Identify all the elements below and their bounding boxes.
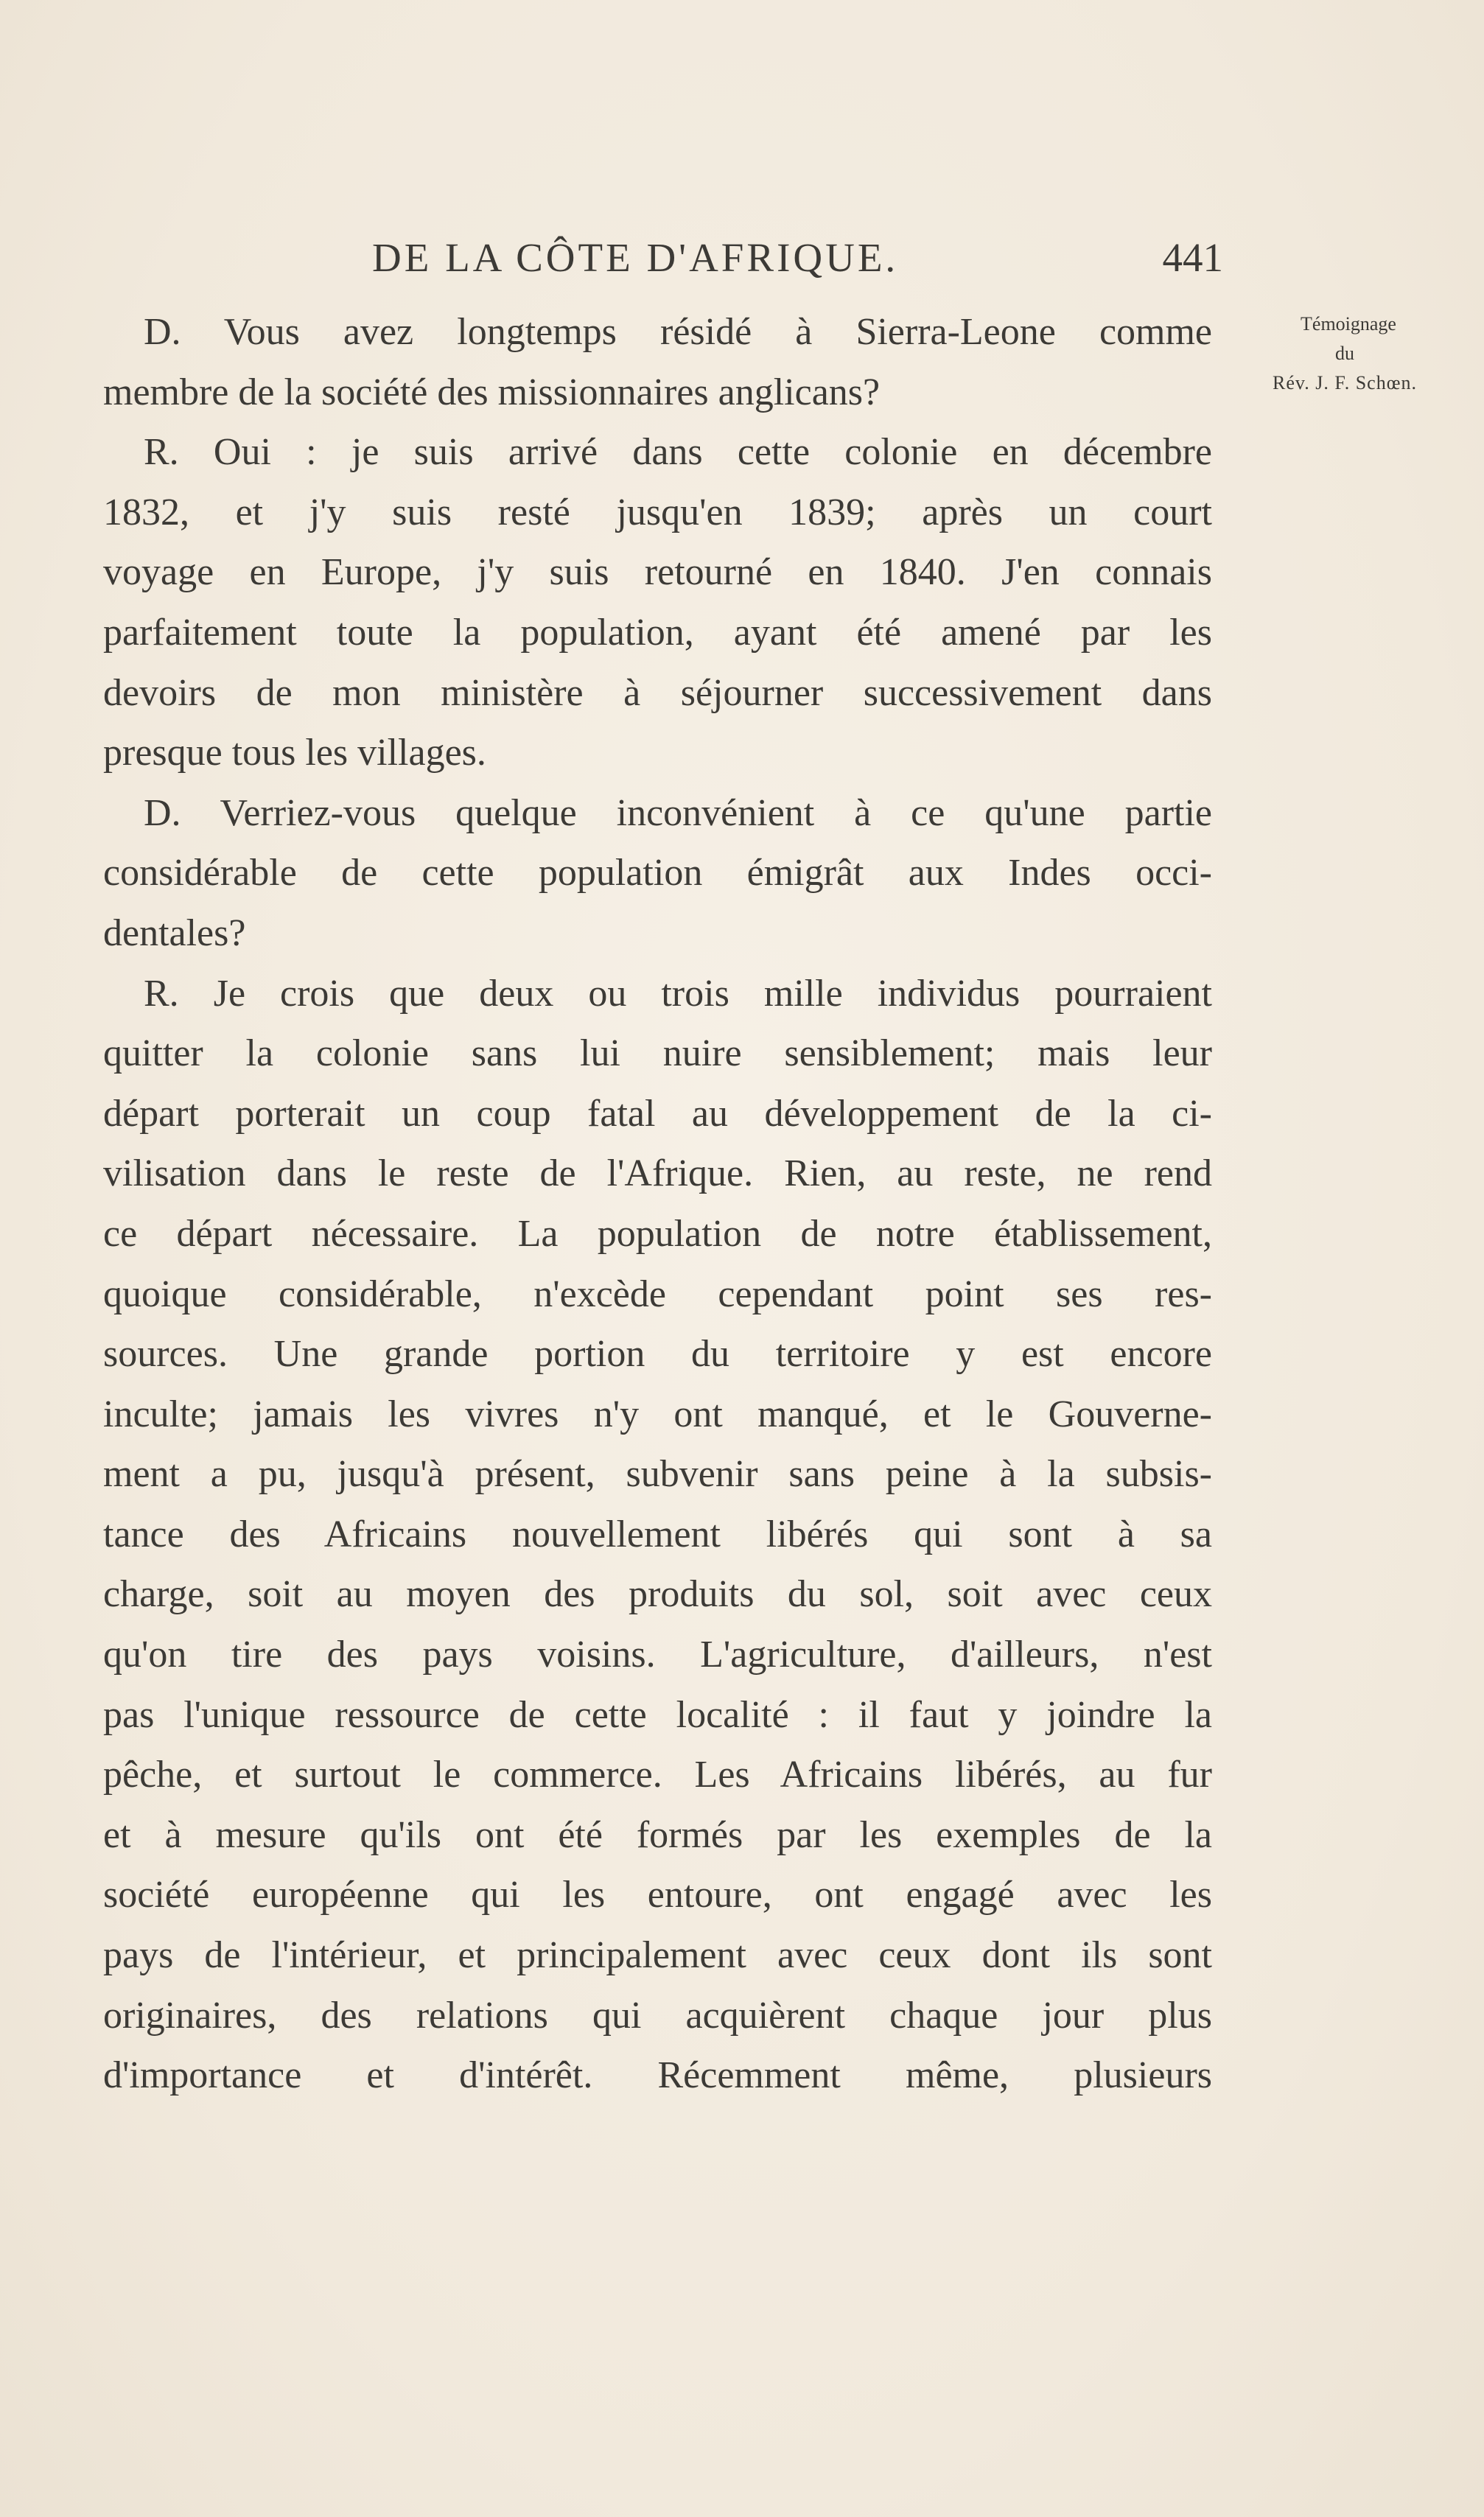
text-line: ce départ nécessaire. La population de notre établissement, — [103, 1212, 1212, 1255]
text-line: vilisation dans le reste de l'Afrique. Rien, au reste, ne rend — [103, 1152, 1212, 1195]
text-line: quoique considérable, n'excède cependant point ses res- — [103, 1272, 1212, 1315]
text-line: pas l'unique ressource de cette localité : il faut y joindre la — [103, 1693, 1212, 1736]
text-line: voyage en Europe, j'y suis retourné en 1840. J'en connais — [103, 551, 1212, 594]
text-line: originaires, des relations qui acquièrent chaque jour plus — [103, 1994, 1212, 2037]
text-line: tance des Africains nouvellement libérés qui sont à sa — [103, 1513, 1212, 1555]
marginal-note-line: du — [1335, 343, 1354, 364]
text-line: R. Oui : je suis arrivé dans cette colonie en décembre — [144, 431, 1212, 474]
body-text — [103, 302, 1212, 2106]
text-line: dentales? — [103, 911, 246, 954]
marginal-note-line: Témoignage — [1301, 313, 1396, 335]
running-title: DE LA CÔTE D'AFRIQUE. — [372, 235, 899, 280]
text-line: pays de l'intérieur, et principalement avec ceux dont ils sont — [103, 1934, 1212, 1977]
text-line: devoirs de mon ministère à séjourner successivement dans — [103, 671, 1212, 714]
text-line: considérable de cette population émigrât aux Indes occi- — [103, 852, 1212, 895]
text-line: 1832, et j'y suis resté jusqu'en 1839; après un court — [103, 491, 1212, 533]
text-line: quitter la colonie sans lui nuire sensiblement; mais leur — [103, 1032, 1212, 1075]
text-line: charge, soit au moyen des produits du sol, soit avec ceux — [103, 1573, 1212, 1616]
text-line: pêche, et surtout le commerce. Les Africains libérés, au fur — [103, 1754, 1212, 1796]
text-line: parfaitement toute la population, ayant été amené par les — [103, 611, 1212, 654]
text-line: d'importance et d'intérêt. Récemment même, plusieurs — [103, 2054, 1212, 2097]
page-number: 441 — [1162, 235, 1223, 280]
text-line: membre de la société des missionnaires anglicans? — [103, 371, 881, 413]
text-line: inculte; jamais les vivres n'y ont manqué, et le Gouverne- — [103, 1393, 1212, 1435]
text-line: et à mesure qu'ils ont été formés par les exemples de la — [103, 1813, 1212, 1856]
text-line: société européenne qui les entoure, ont engagé avec les — [103, 1874, 1212, 1916]
text-line: D. Vous avez longtemps résidé à Sierra-Leone comme — [144, 311, 1212, 353]
text-line: sources. Une grande portion du territoire y est encore — [103, 1333, 1212, 1376]
text-line: départ porterait un coup fatal au développement de la ci- — [103, 1092, 1212, 1135]
marginal-note-line: Rév. J. F. Schœn. — [1273, 372, 1417, 393]
text-line: D. Verriez-vous quelque inconvénient à ce qu'une partie — [144, 791, 1212, 834]
text-line: R. Je crois que deux ou trois mille individus pourraient — [144, 972, 1212, 1015]
text-line: presque tous les villages. — [103, 732, 486, 774]
running-header — [103, 234, 1223, 293]
marginal-note — [1219, 309, 1470, 398]
text-line: qu'on tire des pays voisins. L'agriculture, d'ailleurs, n'est — [103, 1634, 1212, 1676]
text-line: ment a pu, jusqu'à présent, subvenir sans peine à la subsis- — [103, 1453, 1212, 1496]
